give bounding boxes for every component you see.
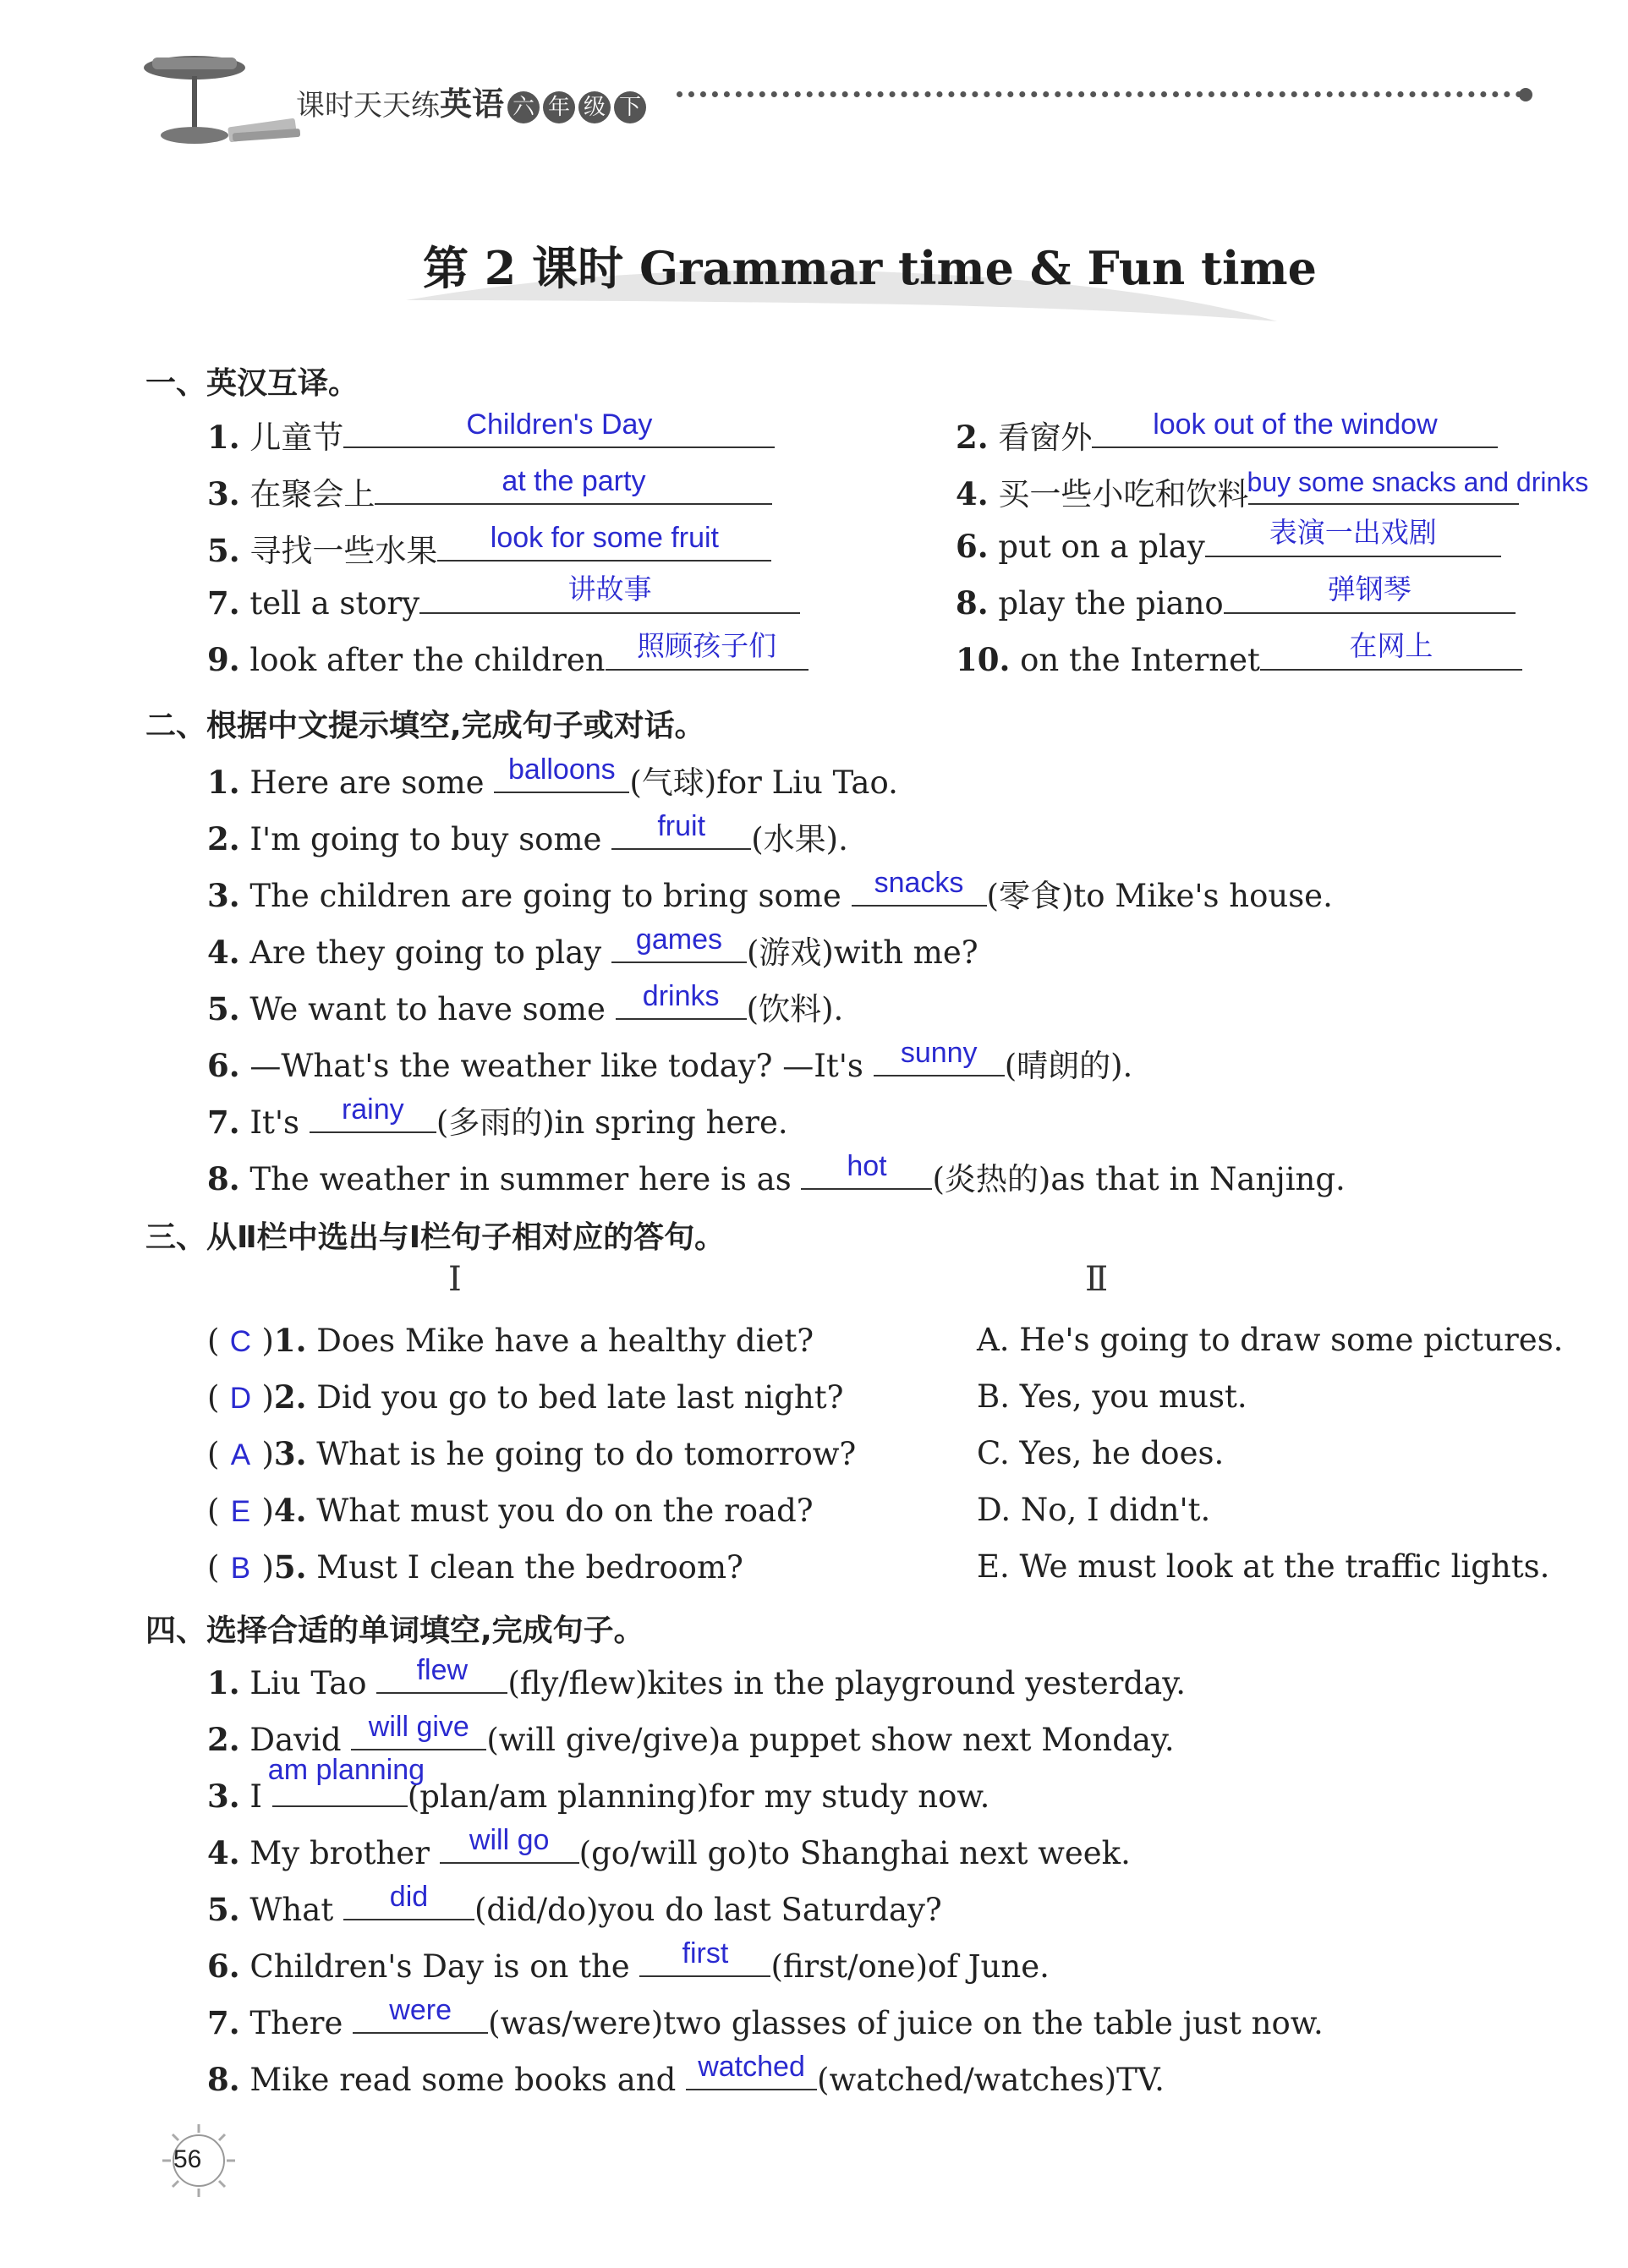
header-series-title xyxy=(296,78,646,124)
lesson-title: 第 2 课时 Grammar time & Fun time xyxy=(423,241,1318,295)
s2-item-6: 6. —What's the weather like today? —It's sunny (晴朗的). xyxy=(207,1037,1133,1084)
s2-item-1: 1. Here are some balloons (气球)for Liu Tao. xyxy=(207,753,898,801)
answer-text: fruit xyxy=(657,810,706,842)
match-answer[interactable]: E xyxy=(230,1495,251,1528)
s3-option-a: A. He's going to draw some pictures. xyxy=(977,1322,1564,1358)
s3-question-3: ( A )3. What is he going to do tomorrow? xyxy=(207,1435,857,1472)
column-1-heading: Ⅰ xyxy=(448,1260,462,1299)
s4-item-8: 8. Mike read some books and watched (watched/watches)TV. xyxy=(207,2051,1165,2098)
answer-text: at the party xyxy=(502,465,646,497)
desk-lamp-icon xyxy=(135,42,304,148)
s3-option-b: B. Yes, you must. xyxy=(977,1378,1247,1415)
s4-item-2: 2. David will give (will give/give)a puppet show next Monday. xyxy=(207,1711,1175,1758)
answer-text: am planning xyxy=(267,1754,425,1786)
section-2-heading: 二、根据中文提示填空,完成句子或对话。 xyxy=(145,709,705,743)
match-answer[interactable]: C xyxy=(229,1325,252,1358)
answer-blank[interactable] xyxy=(353,1994,488,2034)
s4-item-4: 4. My brother will go (go/will go)to Shanghai next week. xyxy=(207,1824,1131,1871)
answer-blank[interactable] xyxy=(686,2051,817,2090)
answer-text: will give xyxy=(368,1711,469,1743)
s1-item-7: 7. tell a story 讲故事 xyxy=(207,582,800,622)
s1-item-10: 10. on the Internet 在网上 xyxy=(956,638,1522,678)
answer-blank[interactable] xyxy=(1205,516,1501,557)
answer-blank[interactable] xyxy=(801,1150,932,1190)
answer-text: will go xyxy=(469,1824,550,1856)
answer-text: hot xyxy=(847,1150,887,1182)
answer-text: were xyxy=(389,1994,452,2026)
answer-text: 表演一出戏剧 xyxy=(1269,516,1437,549)
s4-item-7: 7. There were (was/were)two glasses of juice on the table just now. xyxy=(207,1994,1324,2041)
answer-blank[interactable] xyxy=(616,980,747,1020)
grade-badge: 下 xyxy=(614,91,646,123)
answer-blank[interactable] xyxy=(611,810,751,850)
answer-text: 照顾孩子们 xyxy=(637,629,777,662)
s1-item-6: 6. put on a play 表演一出戏剧 xyxy=(956,525,1501,565)
answer-text: first xyxy=(682,1937,729,1969)
section-1-heading: 一、英汉互译。 xyxy=(145,366,359,401)
answer-blank[interactable] xyxy=(351,1711,486,1750)
s3-question-2: ( D )2. Did you go to bed late last night? xyxy=(207,1378,844,1416)
header-subject: 英语 xyxy=(440,85,505,123)
column-2-heading: Ⅱ xyxy=(1085,1260,1109,1299)
answer-text: balloons xyxy=(508,753,616,786)
answer-text: Children's Day xyxy=(466,408,653,441)
answer-text: look for some fruit xyxy=(490,522,720,554)
answer-text: 讲故事 xyxy=(567,572,652,605)
answer-text: buy some snacks and drinks xyxy=(1247,467,1589,497)
s3-question-4: ( E )4. What must you do on the road? xyxy=(207,1492,814,1529)
answer-blank[interactable] xyxy=(611,923,747,963)
s3-question-1: ( C )1. Does Mike have a healthy diet? xyxy=(207,1322,814,1359)
answer-blank[interactable] xyxy=(440,1824,579,1864)
s2-item-7: 7. It's rainy (多雨的)in spring here. xyxy=(207,1093,788,1141)
s2-item-8: 8. The weather in summer here is as hot (炎热的)as that in Nanjing. xyxy=(207,1150,1346,1197)
s3-option-d: D. No, I didn't. xyxy=(977,1492,1211,1528)
s2-item-3: 3. The children are going to bring some snacks (零食)to Mike's house. xyxy=(207,867,1333,914)
answer-text: sunny xyxy=(900,1037,978,1069)
match-answer[interactable]: B xyxy=(230,1552,251,1585)
s2-item-2: 2. I'm going to buy some fruit (水果). xyxy=(207,810,848,857)
answer-blank[interactable] xyxy=(419,572,800,614)
answer-blank[interactable] xyxy=(376,1654,507,1694)
grade-badge: 级 xyxy=(578,91,611,123)
answer-blank[interactable] xyxy=(1224,572,1516,614)
s1-item-8: 8. play the piano 弹钢琴 xyxy=(956,582,1516,622)
answer-blank[interactable] xyxy=(343,1881,474,1920)
s4-item-1: 1. Liu Tao flew (fly/flew)kites in the playground yesterday. xyxy=(207,1654,1186,1701)
answer-blank[interactable] xyxy=(437,522,771,562)
section-4-heading: 四、选择合适的单词填空,完成句子。 xyxy=(145,1613,644,1648)
lesson-title-block xyxy=(397,216,1318,334)
grade-badge: 年 xyxy=(543,91,575,123)
s1-item-3: 3. 在聚会上 at the party xyxy=(207,468,772,514)
match-answer[interactable]: D xyxy=(229,1382,252,1415)
answer-text: 弹钢琴 xyxy=(1327,572,1411,605)
s4-item-3: 3. I am planning (plan/am planning)for my study now. xyxy=(207,1754,990,1815)
answer-blank[interactable] xyxy=(874,1037,1005,1076)
s3-question-5: ( B )5. Must I clean the bedroom? xyxy=(207,1548,743,1586)
answer-text: snacks xyxy=(874,867,964,899)
answer-blank[interactable] xyxy=(606,629,809,671)
answer-text: rainy xyxy=(341,1093,404,1126)
answer-blank[interactable] xyxy=(1260,629,1522,671)
s2-item-5: 5. We want to have some drinks (饮料). xyxy=(207,980,844,1027)
answer-blank[interactable] xyxy=(1247,467,1589,505)
answer-text: look out of the window xyxy=(1153,408,1438,441)
answer-blank[interactable] xyxy=(639,1937,770,1977)
match-answer[interactable]: A xyxy=(230,1438,251,1471)
s3-option-e: E. We must look at the traffic lights. xyxy=(977,1548,1550,1585)
answer-text: flew xyxy=(416,1654,469,1686)
s1-item-5: 5. 寻找一些水果 look for some fruit xyxy=(207,525,771,571)
answer-text: drinks xyxy=(642,980,720,1012)
header-dotted-rule xyxy=(677,91,1522,97)
s4-item-6: 6. Children's Day is on the first (first/one)of June. xyxy=(207,1937,1050,1985)
answer-text: watched xyxy=(698,2051,805,2083)
header-dot-end xyxy=(1519,88,1532,101)
s3-option-c: C. Yes, he does. xyxy=(977,1435,1225,1471)
s4-item-5: 5. What did (did/do)you do last Saturday? xyxy=(207,1881,942,1928)
answer-blank[interactable] xyxy=(267,1754,425,1807)
answer-blank[interactable] xyxy=(852,867,987,907)
s1-item-9: 9. look after the children 照顾孩子们 xyxy=(207,638,809,678)
grade-badge: 六 xyxy=(507,91,540,123)
page-header xyxy=(135,34,1531,152)
s1-item-2: 2. 看窗外 look out of the window xyxy=(956,412,1498,457)
answer-text: games xyxy=(635,923,722,956)
answer-blank[interactable] xyxy=(310,1093,436,1133)
answer-blank[interactable] xyxy=(494,753,629,793)
page-number: 56 xyxy=(173,2145,202,2173)
section-3-heading: 三、从Ⅱ栏中选出与Ⅰ栏句子相对应的答句。 xyxy=(145,1220,726,1255)
s1-item-4: 4. 买一些小吃和饮料 buy some snacks and drinks xyxy=(956,468,1519,514)
header-series: 课时天天练 xyxy=(296,89,440,123)
answer-text: did xyxy=(389,1881,429,1913)
s2-item-4: 4. Are they going to play games (游戏)with me? xyxy=(207,923,978,971)
s1-item-1: 1. 儿童节 Children's Day xyxy=(207,412,775,457)
answer-text: 在网上 xyxy=(1349,629,1433,662)
